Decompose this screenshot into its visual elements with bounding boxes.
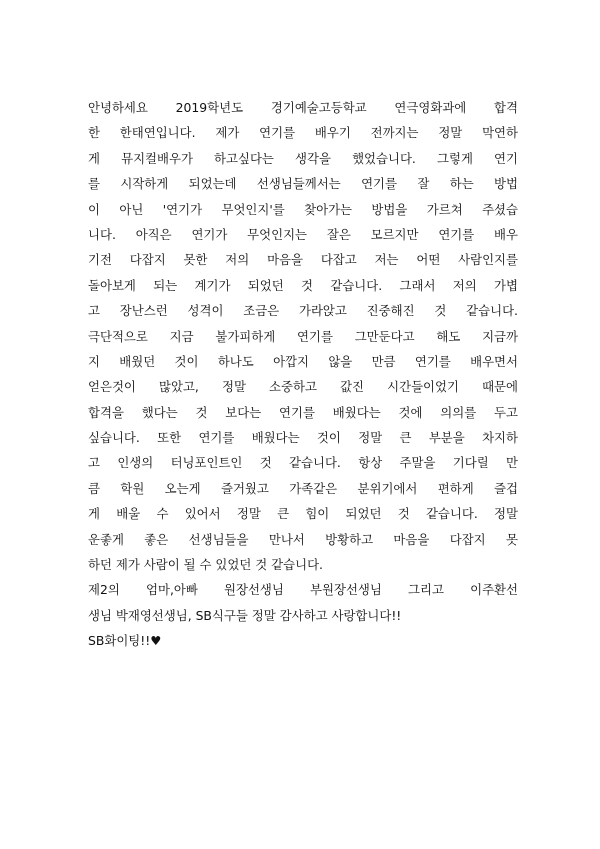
letter-line-17: 게 배울 수 있어서 정말 큰 힘이 되었던 것 같습니다. 정말: [88, 506, 518, 522]
letter-line-11: 지 배웠던 것이 하나도 아깝지 않을 만큼 연기를 배우면서: [88, 353, 518, 369]
letter-line-14: 싶습니다. 또한 연기를 배웠다는 것이 정말 큰 부분을 차지하: [88, 430, 518, 446]
letter-body: [88, 95, 518, 654]
letter-line-5: 이 아닌 '연기가 무엇인지'를 찾아가는 방법을 가르쳐 주셨습: [88, 201, 518, 217]
letter-line-8: 돌아보게 되는 계기가 되었던 것 같습니다. 그래서 저의 가볍: [88, 277, 518, 293]
letter-line-3: 게 뮤지컬배우가 하고싶다는 생각을 했었습니다. 그렇게 연기: [88, 150, 518, 166]
letter-line-6: 니다. 아직은 연기가 무엇인지는 잘은 모르지만 연기를 배우: [88, 226, 518, 242]
letter-line-21: 생님 박재영선생님, SB식구들 정말 감사하고 사랑합니다!!: [88, 607, 402, 623]
letter-line-7: 기전 다잡지 못한 저의 마음을 다잡고 저는 어떤 사람인지를: [88, 252, 518, 268]
letter-line-22: SB화이팅!!♥: [88, 633, 162, 649]
letter-line-19: 하던 제가 사람이 될 수 있었던 것 같습니다.: [88, 557, 323, 573]
letter-line-12: 얻은것이 많았고, 정말 소중하고 값진 시간들이었기 때문에: [88, 379, 518, 395]
letter-line-18: 운좋게 좋은 선생님들을 만나서 방황하고 마음을 다잡지 못: [88, 531, 518, 547]
letter-line-4: 를 시작하게 되었는데 선생님들께서는 연기를 잘 하는 방법: [88, 176, 518, 192]
letter-line-13: 합격을 했다는 것 보다는 연기를 배웠다는 것에 의의를 두고: [88, 404, 518, 420]
letter-line-2: 한 한태연입니다. 제가 연기를 배우기 전까지는 정말 막연하: [88, 125, 518, 141]
letter-line-1: 안녕하세요 2019학년도 경기예술고등학교 연극영화과에 합격: [88, 100, 518, 115]
letter-line-16: 큼 학원 오는게 즐거웠고 가족같은 분위기에서 편하게 즐겁: [88, 480, 518, 496]
letter-line-15: 고 인생의 터닝포인트인 것 같습니다. 항상 주말을 기다릴 만: [88, 455, 518, 471]
letter-line-9: 고 장난스런 성격이 조금은 가라앉고 진중해진 것 같습니다.: [88, 303, 518, 319]
letter-line-20: 제2의 엄마,아빠 원장선생님 부원장선생님 그리고 이주환선: [88, 582, 518, 598]
letter-line-10: 극단적으로 지금 불가피하게 연기를 그만둔다고 해도 지금까: [88, 328, 518, 344]
